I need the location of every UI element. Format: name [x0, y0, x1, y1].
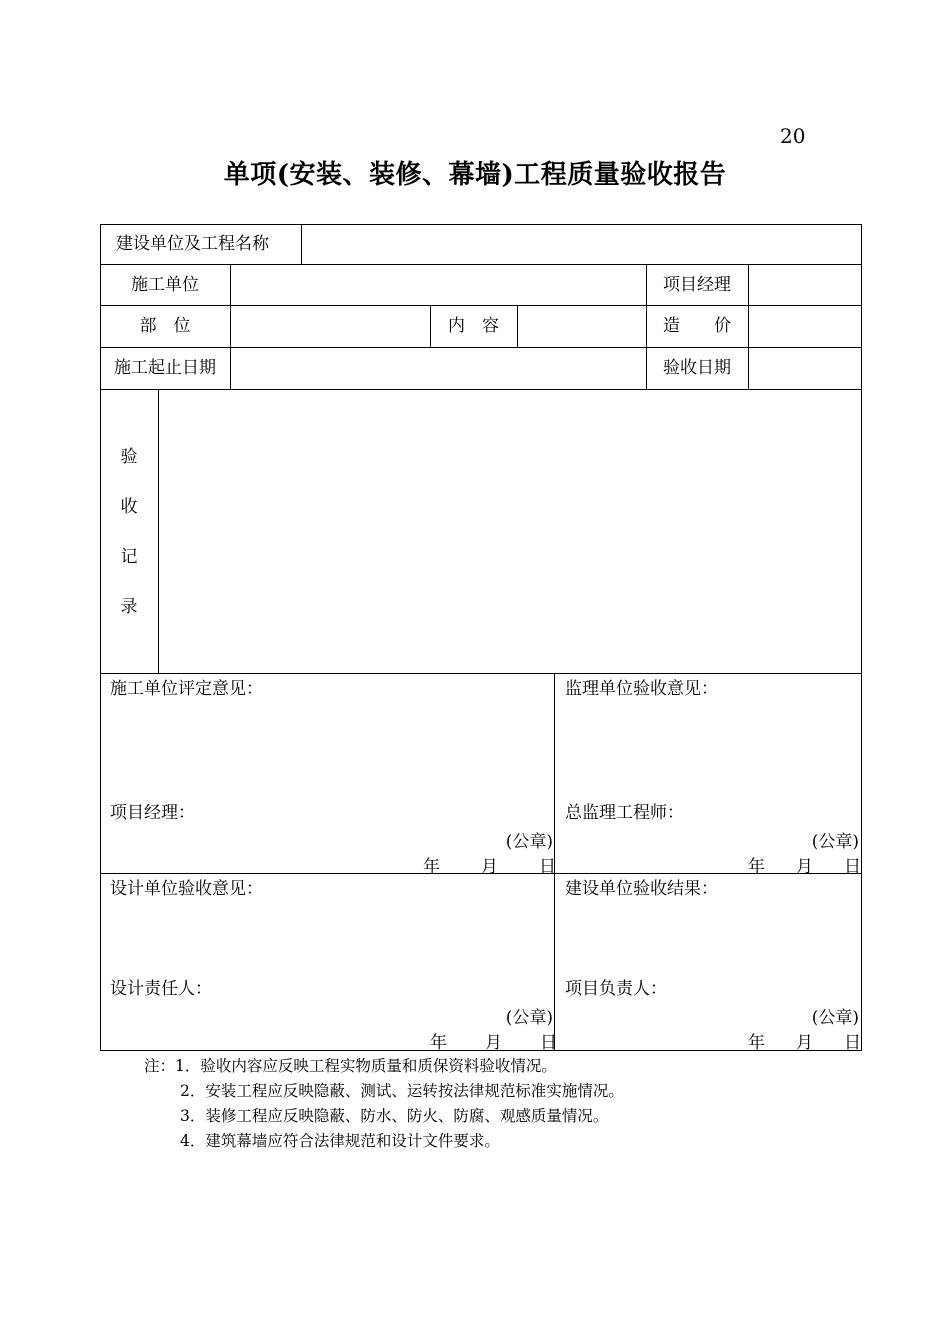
note-item: 注：1．验收内容应反映工程实物质量和质保资料验收情况。 [144, 1057, 557, 1075]
contractor-date: 年 月 日 [423, 857, 556, 877]
contractor-opinion-heading: 施工单位评定意见： [110, 679, 263, 699]
contractor-signer-label: 项目经理： [110, 803, 195, 823]
designer-date: 年 月 日 [430, 1033, 557, 1053]
acceptance-record-field[interactable] [162, 393, 858, 669]
content-field[interactable] [520, 316, 643, 338]
notes [144, 1054, 624, 1154]
note-item: 4．建筑幕墙应符合法律规范和设计文件要求。 [180, 1132, 500, 1150]
designer-signer-label: 设计责任人： [110, 979, 212, 999]
note-item: 2．安装工程应反映隐蔽、测试、运转按法律规范标准实施情况。 [180, 1082, 624, 1100]
owner-opinion-heading: 建设单位验收结果： [565, 879, 718, 899]
page-number: 20 [780, 124, 806, 148]
designer-seal: (公章) [505, 1008, 553, 1028]
project-manager-field[interactable] [751, 275, 859, 297]
contractor-field[interactable] [233, 275, 643, 297]
owner-seal: (公章) [811, 1008, 859, 1028]
project-manager-label: 项目经理 [663, 275, 731, 295]
note-item: 3．装修工程应反映隐蔽、防水、防火、防腐、观感质量情况。 [180, 1107, 609, 1125]
supervisor-seal: (公章) [811, 832, 859, 852]
page-title: 单项(安装、装修、幕墙)工程质量验收报告 [223, 160, 727, 190]
contractor-label: 施工单位 [131, 275, 199, 295]
owner-date: 年 月 日 [748, 1033, 861, 1053]
acceptance-date-label: 验收日期 [663, 358, 731, 378]
contractor-seal: (公章) [505, 832, 553, 852]
location-label: 部 位 [139, 316, 191, 336]
supervisor-signer-label: 总监理工程师： [565, 803, 684, 823]
designer-opinion-heading: 设计单位验收意见： [110, 879, 263, 899]
project-name-field[interactable] [304, 234, 858, 256]
supervisor-date: 年 月 日 [748, 857, 861, 877]
owner-signer-label: 项目负责人： [565, 979, 667, 999]
location-field[interactable] [233, 316, 427, 338]
acceptance-date-field[interactable] [751, 358, 859, 380]
acceptance-record-label: 验 收 记 录 [120, 447, 138, 617]
construction-dates-field[interactable] [233, 358, 643, 380]
construction-dates-label: 施工起止日期 [114, 358, 216, 378]
cost-field[interactable] [751, 316, 859, 338]
project-name-label: 建设单位及工程名称 [116, 234, 269, 254]
cost-label: 造 价 [663, 316, 731, 336]
supervisor-opinion-heading: 监理单位验收意见： [565, 679, 718, 699]
content-label: 内 容 [448, 316, 499, 336]
